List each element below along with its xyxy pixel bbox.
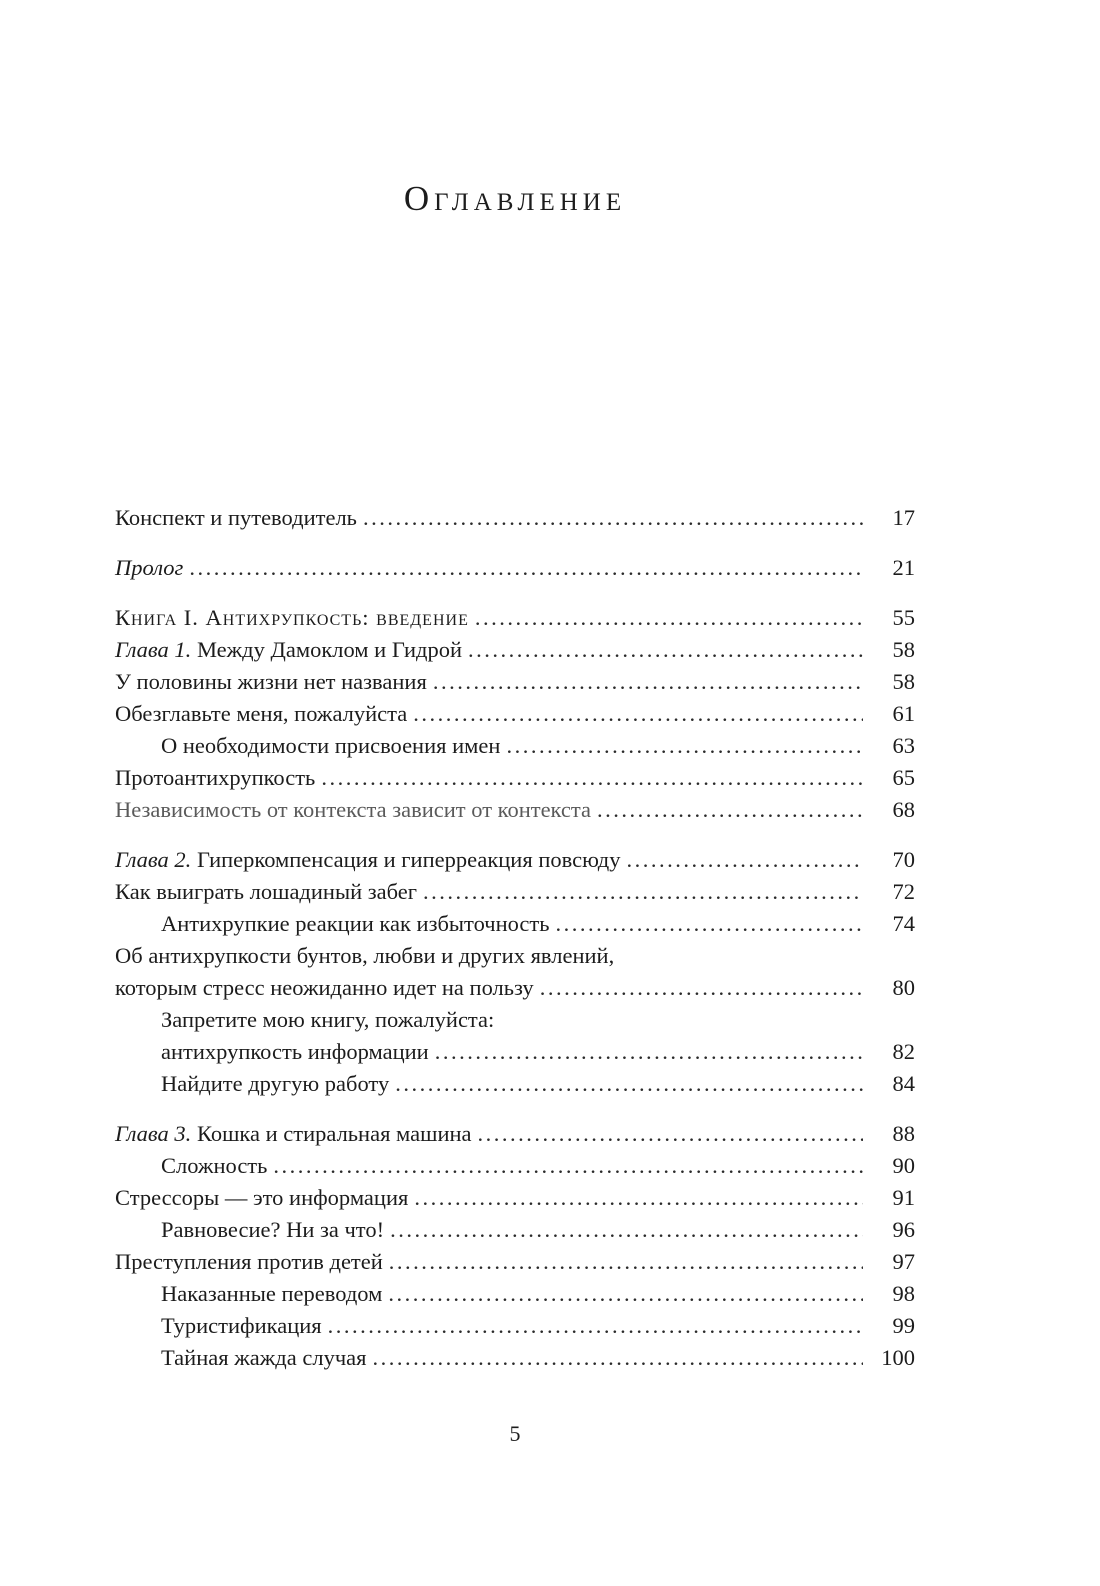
- toc-entry-line: [161, 1004, 915, 1036]
- toc-entry-page: 74: [892, 911, 915, 936]
- dot-leader: [328, 1310, 863, 1342]
- toc-entry: [115, 876, 915, 908]
- toc-entry: [115, 1150, 915, 1182]
- toc-list: [115, 502, 915, 1374]
- toc-entry-line: [115, 502, 915, 534]
- page-folio: 5: [509, 1421, 521, 1446]
- toc-entry: [115, 908, 915, 940]
- toc-entry-line: [115, 698, 915, 730]
- toc-entry-line: [115, 762, 915, 794]
- toc-entry-prefix: Глава 1.: [115, 637, 192, 662]
- toc-entry-page: 68: [892, 797, 915, 822]
- toc-entry-text: Преступления против детей: [115, 1249, 383, 1274]
- toc-entry: [115, 552, 915, 584]
- toc-entry-line: [115, 666, 915, 698]
- toc-entry-text: Конспект и путеводитель: [115, 505, 357, 530]
- toc-entry-text: У половины жизни нет названия: [115, 669, 427, 694]
- toc-entry-text: Глава 1. Между Дамоклом и Гидрой: [115, 637, 463, 662]
- toc-entry-text: Об антихрупкости бунтов, любви и других явлений,: [115, 943, 615, 968]
- dot-leader: [626, 844, 863, 876]
- toc-entry-page: 90: [892, 1153, 915, 1178]
- toc-entry-page: 96: [892, 1217, 915, 1242]
- dot-leader: [433, 666, 863, 698]
- toc-entry-page: 58: [892, 637, 915, 662]
- toc-entry-line: [161, 1278, 915, 1310]
- toc-entry: [115, 762, 915, 794]
- toc-entry-text: Запретите мою книгу, пожалуйста:: [161, 1007, 495, 1032]
- dot-leader: [273, 1150, 863, 1182]
- toc-entry-text: Как выиграть лошадиный забег: [115, 879, 417, 904]
- toc-entry-line: [115, 634, 915, 666]
- toc-entry: [115, 666, 915, 698]
- toc-entry: [115, 602, 915, 634]
- toc-entry-line: [115, 876, 915, 908]
- toc-entry-line: [161, 1214, 915, 1246]
- toc-entry-page: 55: [892, 605, 915, 630]
- toc-entry-line: [115, 940, 915, 972]
- toc-entry-text: Книга I. Антихрупкость: введение: [115, 605, 469, 630]
- toc-entry-line: [115, 1118, 915, 1150]
- toc-entry-line: [115, 552, 915, 584]
- toc-entry-page: 99: [892, 1313, 915, 1338]
- toc-entry-page: 61: [892, 701, 915, 726]
- toc-entry-page: 91: [892, 1185, 915, 1210]
- toc-entry-text: Наказанные переводом: [161, 1281, 383, 1306]
- toc-entry-text: Найдите другую работу: [161, 1071, 390, 1096]
- toc-entry-page: 72: [892, 879, 915, 904]
- toc-entry-text: Пролог: [115, 555, 184, 580]
- toc-entry-text: Туристификация: [161, 1313, 322, 1338]
- dot-leader: [372, 1342, 863, 1374]
- toc-entry-line: [161, 1310, 915, 1342]
- toc-entry: [115, 730, 915, 762]
- toc-entry-line: [161, 1036, 915, 1068]
- toc-entry: [115, 1182, 915, 1214]
- toc-entry-line: [115, 1246, 915, 1278]
- toc-entry: [115, 1068, 915, 1100]
- dot-leader: [475, 602, 863, 634]
- dot-leader: [321, 762, 863, 794]
- toc-entry-line: [115, 1182, 915, 1214]
- toc-entry-line: [115, 794, 915, 826]
- toc-entry: [115, 1246, 915, 1278]
- page-title: Оглавление: [403, 179, 627, 218]
- dot-leader: [540, 972, 863, 1004]
- toc-entry-line: [161, 1150, 915, 1182]
- dot-leader: [414, 1182, 863, 1214]
- toc-entry-prefix: Глава 2.: [115, 847, 192, 872]
- toc-entry-page: 70: [892, 847, 915, 872]
- toc-entry-text: Протоантихрупкость: [115, 765, 316, 790]
- toc-content: [115, 0, 915, 1374]
- dot-leader: [597, 794, 863, 826]
- toc-entry: [115, 698, 915, 730]
- toc-entry-line: [161, 1068, 915, 1100]
- dot-leader: [423, 876, 863, 908]
- toc-entry: [115, 1214, 915, 1246]
- toc-entry-page: 100: [881, 1345, 915, 1370]
- toc-entry-prefix: Глава 3.: [115, 1121, 192, 1146]
- toc-entry-text: Глава 3. Кошка и стиральная машина: [115, 1121, 472, 1146]
- dot-leader: [478, 1118, 863, 1150]
- toc-entry: [115, 1310, 915, 1342]
- dot-leader: [506, 730, 863, 762]
- dot-leader: [435, 1036, 863, 1068]
- toc-entry-line: [115, 844, 915, 876]
- toc-entry: [115, 1118, 915, 1150]
- dot-leader: [468, 634, 863, 666]
- toc-entry-page: 97: [892, 1249, 915, 1274]
- toc-entry: [115, 940, 915, 1004]
- toc-entry-page: 63: [892, 733, 915, 758]
- dot-leader: [390, 1214, 863, 1246]
- toc-entry-page: 88: [892, 1121, 915, 1146]
- dot-leader: [388, 1278, 863, 1310]
- dot-leader: [363, 502, 863, 534]
- toc-entry: [115, 844, 915, 876]
- toc-entry-text: Тайная жажда случая: [161, 1345, 367, 1370]
- toc-entry-page: 82: [892, 1039, 915, 1064]
- dot-leader: [413, 698, 863, 730]
- toc-entry-text: Равновесие? Ни за что!: [161, 1217, 385, 1242]
- toc-entry: [115, 1004, 915, 1068]
- dot-leader: [189, 552, 863, 584]
- toc-entry-page: 98: [892, 1281, 915, 1306]
- toc-entry: [115, 502, 915, 534]
- toc-entry-page: 21: [892, 555, 915, 580]
- dot-leader: [395, 1068, 863, 1100]
- toc-entry: [115, 634, 915, 666]
- toc-entry-text: Сложность: [161, 1153, 268, 1178]
- toc-entry-text: Независимость от контекста зависит от контекста: [115, 797, 592, 822]
- toc-entry-text: Стрессоры — это информация: [115, 1185, 409, 1210]
- toc-entry-line: [161, 908, 915, 940]
- dot-leader: [556, 908, 864, 940]
- toc-entry: [115, 794, 915, 826]
- toc-entry-page: 17: [892, 505, 915, 530]
- toc-entry-line: [115, 602, 915, 634]
- toc-entry-text: Обезглавьте меня, пожалуйста: [115, 701, 408, 726]
- toc-entry-text: Глава 2. Гиперкомпенсация и гиперреакция повсюду: [115, 847, 621, 872]
- toc-entry-text: антихрупкость информации: [161, 1039, 429, 1064]
- toc-entry-text: Антихрупкие реакции как избыточность: [161, 911, 550, 936]
- toc-entry: [115, 1342, 915, 1374]
- toc-entry-page: 65: [892, 765, 915, 790]
- dot-leader: [389, 1246, 863, 1278]
- toc-entry-page: 80: [892, 975, 915, 1000]
- toc-entry-line: [115, 972, 915, 1004]
- toc-entry-page: 58: [892, 669, 915, 694]
- toc-entry-page: 84: [892, 1071, 915, 1096]
- toc-entry-text: О необходимости присвоения имен: [161, 733, 501, 758]
- toc-entry-line: [161, 730, 915, 762]
- toc-entry: [115, 1278, 915, 1310]
- toc-entry-text: которым стресс неожиданно идет на пользу: [115, 975, 534, 1000]
- toc-entry-line: [161, 1342, 915, 1374]
